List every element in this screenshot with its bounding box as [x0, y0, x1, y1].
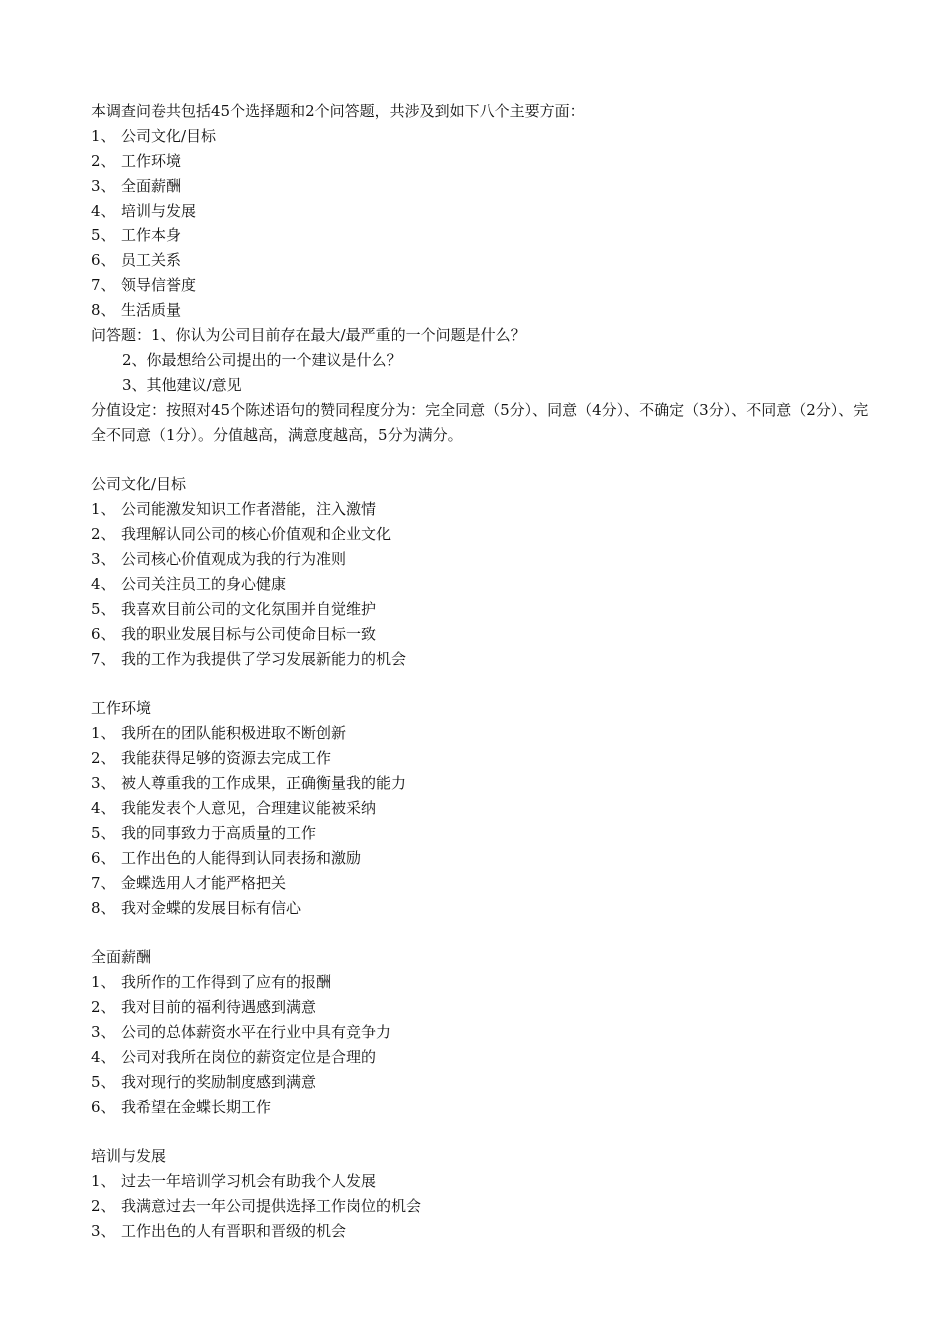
list-text: 我的同事致力于高质量的工作: [121, 823, 317, 842]
list-text: 我能获得足够的资源去完成工作: [121, 749, 332, 768]
list-number: 6、: [91, 1097, 116, 1116]
qa-question-1: 问答题：1、你认为公司目前存在最大/最严重的一个问题是什么？: [91, 326, 526, 345]
list-text: 金蝶选用人才能严格把关: [121, 873, 287, 892]
aspect-list: [91, 124, 871, 323]
list-item: [91, 995, 871, 1020]
spacer: [91, 1120, 871, 1145]
list-number: 7、: [91, 649, 116, 668]
list-item: [91, 647, 871, 672]
list-item: [91, 572, 871, 597]
list-number: 4、: [91, 798, 116, 817]
list-text: 被人尊重我的工作成果，正确衡量我的能力: [121, 774, 407, 793]
list-text: 过去一年培训学习机会有助我个人发展: [121, 1172, 377, 1191]
list-text: 公司文化/目标: [121, 126, 217, 145]
list-text: 工作环境: [121, 151, 182, 170]
list-text: 我希望在金蝶长期工作: [121, 1097, 272, 1116]
list-number: 8、: [91, 898, 116, 917]
list-text: 生活质量: [121, 301, 182, 320]
list-item: [91, 124, 871, 149]
list-number: 5、: [91, 599, 116, 618]
spacer: [91, 448, 871, 473]
list-number: 3、: [91, 176, 116, 195]
section-title: 全面薪酬: [91, 948, 152, 967]
list-text: 我对金蝶的发展目标有信心: [121, 898, 302, 917]
list-item: [91, 846, 871, 871]
list-text: 培训与发展: [121, 201, 197, 220]
list-item: [91, 970, 871, 995]
section-environment: [91, 696, 871, 920]
list-text: 我对现行的奖励制度感到满意: [121, 1072, 317, 1091]
list-number: 1、: [91, 126, 116, 145]
list-item: [91, 248, 871, 273]
list-number: 4、: [91, 201, 116, 220]
list-text: 我喜欢目前公司的文化氛围并自觉维护: [121, 599, 377, 618]
list-item: [91, 721, 871, 746]
spacer: [91, 920, 871, 945]
list-text: 公司对我所在岗位的薪资定位是合理的: [121, 1047, 377, 1066]
list-number: 2、: [91, 525, 116, 544]
list-text: 我理解认同公司的核心价值观和企业文化: [121, 525, 392, 544]
list-number: 7、: [91, 873, 116, 892]
list-number: 1、: [91, 500, 116, 519]
list-text: 我对目前的福利待遇感到满意: [121, 998, 317, 1017]
list-number: 8、: [91, 301, 116, 320]
list-item: [91, 1045, 871, 1070]
list-item: [91, 746, 871, 771]
list-number: 1、: [91, 1172, 116, 1191]
section-culture: [91, 472, 871, 671]
list-number: 6、: [91, 848, 116, 867]
list-number: 6、: [91, 251, 116, 270]
list-number: 6、: [91, 624, 116, 643]
list-text: 公司核心价值观成为我的行为准则: [121, 550, 347, 569]
intro-summary: 本调查问卷共包括45个选择题和2个问答题，共涉及到如下八个主要方面：: [91, 102, 585, 120]
list-text: 公司的总体薪资水平在行业中具有竞争力: [121, 1022, 392, 1041]
list-text: 我满意过去一年公司提供选择工作岗位的机会: [121, 1197, 422, 1216]
list-item: [91, 1020, 871, 1045]
section-title: 公司文化/目标: [91, 475, 187, 494]
list-item: [91, 1194, 871, 1219]
scoring-paragraph: 分值设定：按照对45个陈述语句的赞同程度分为：完全同意（5分）、同意（4分）、不确定（3分）、不同意（2分）、完全不同意（1分）。分值越高，满意度越高，5分为满分。: [91, 400, 869, 444]
list-text: 我所作的工作得到了应有的报酬: [121, 973, 332, 992]
list-number: 3、: [91, 1022, 116, 1041]
list-number: 2、: [91, 749, 116, 768]
list-item: [91, 771, 871, 796]
list-item: [91, 223, 871, 248]
list-item: [91, 896, 871, 921]
list-number: 7、: [91, 276, 116, 295]
list-text: 我的职业发展目标与公司使命目标一致: [121, 624, 377, 643]
list-text: 我能发表个人意见，合理建议能被采纳: [121, 798, 377, 817]
list-text: 全面薪酬: [121, 176, 182, 195]
list-text: 公司能激发知识工作者潜能，注入激情: [121, 500, 377, 519]
list-item: [91, 796, 871, 821]
list-number: 5、: [91, 823, 116, 842]
list-item: [91, 597, 871, 622]
list-item: [91, 547, 871, 572]
list-item: [91, 174, 871, 199]
list-item: [91, 821, 871, 846]
list-number: 3、: [91, 550, 116, 569]
list-text: 公司关注员工的身心健康: [121, 574, 287, 593]
list-text: 我的工作为我提供了学习发展新能力的机会: [121, 649, 407, 668]
section-title: 工作环境: [91, 699, 152, 718]
list-item: [91, 298, 871, 323]
qa-question-3: 3、其他建议/意见: [122, 375, 242, 394]
list-text: 工作出色的人有晋职和晋级的机会: [121, 1222, 347, 1241]
list-number: 5、: [91, 226, 116, 245]
list-item: [91, 149, 871, 174]
list-number: 5、: [91, 1072, 116, 1091]
list-item: [91, 622, 871, 647]
list-item: [91, 1219, 871, 1244]
document-page: [91, 99, 871, 1244]
list-text: 工作本身: [121, 226, 182, 245]
list-number: 1、: [91, 973, 116, 992]
list-number: 2、: [91, 1197, 116, 1216]
qa-question-2: 2、你最想给公司提出的一个建议是什么？: [122, 350, 402, 369]
list-number: 4、: [91, 1047, 116, 1066]
section-title: 培训与发展: [91, 1147, 167, 1166]
list-number: 1、: [91, 724, 116, 743]
section-compensation: [91, 945, 871, 1119]
list-text: 工作出色的人能得到认同表扬和激励: [121, 848, 362, 867]
list-text: 我所在的团队能积极进取不断创新: [121, 724, 347, 743]
list-text: 领导信誉度: [121, 276, 197, 295]
list-number: 2、: [91, 998, 116, 1017]
list-item: [91, 871, 871, 896]
list-item: [91, 199, 871, 224]
list-number: 3、: [91, 1222, 116, 1241]
list-text: 员工关系: [121, 251, 182, 270]
list-item: [91, 1095, 871, 1120]
spacer: [91, 672, 871, 697]
list-item: [91, 497, 871, 522]
list-number: 3、: [91, 774, 116, 793]
list-item: [91, 522, 871, 547]
list-item: [91, 1070, 871, 1095]
list-item: [91, 1169, 871, 1194]
section-training: [91, 1144, 871, 1244]
list-item: [91, 273, 871, 298]
list-number: 4、: [91, 574, 116, 593]
list-number: 2、: [91, 151, 116, 170]
